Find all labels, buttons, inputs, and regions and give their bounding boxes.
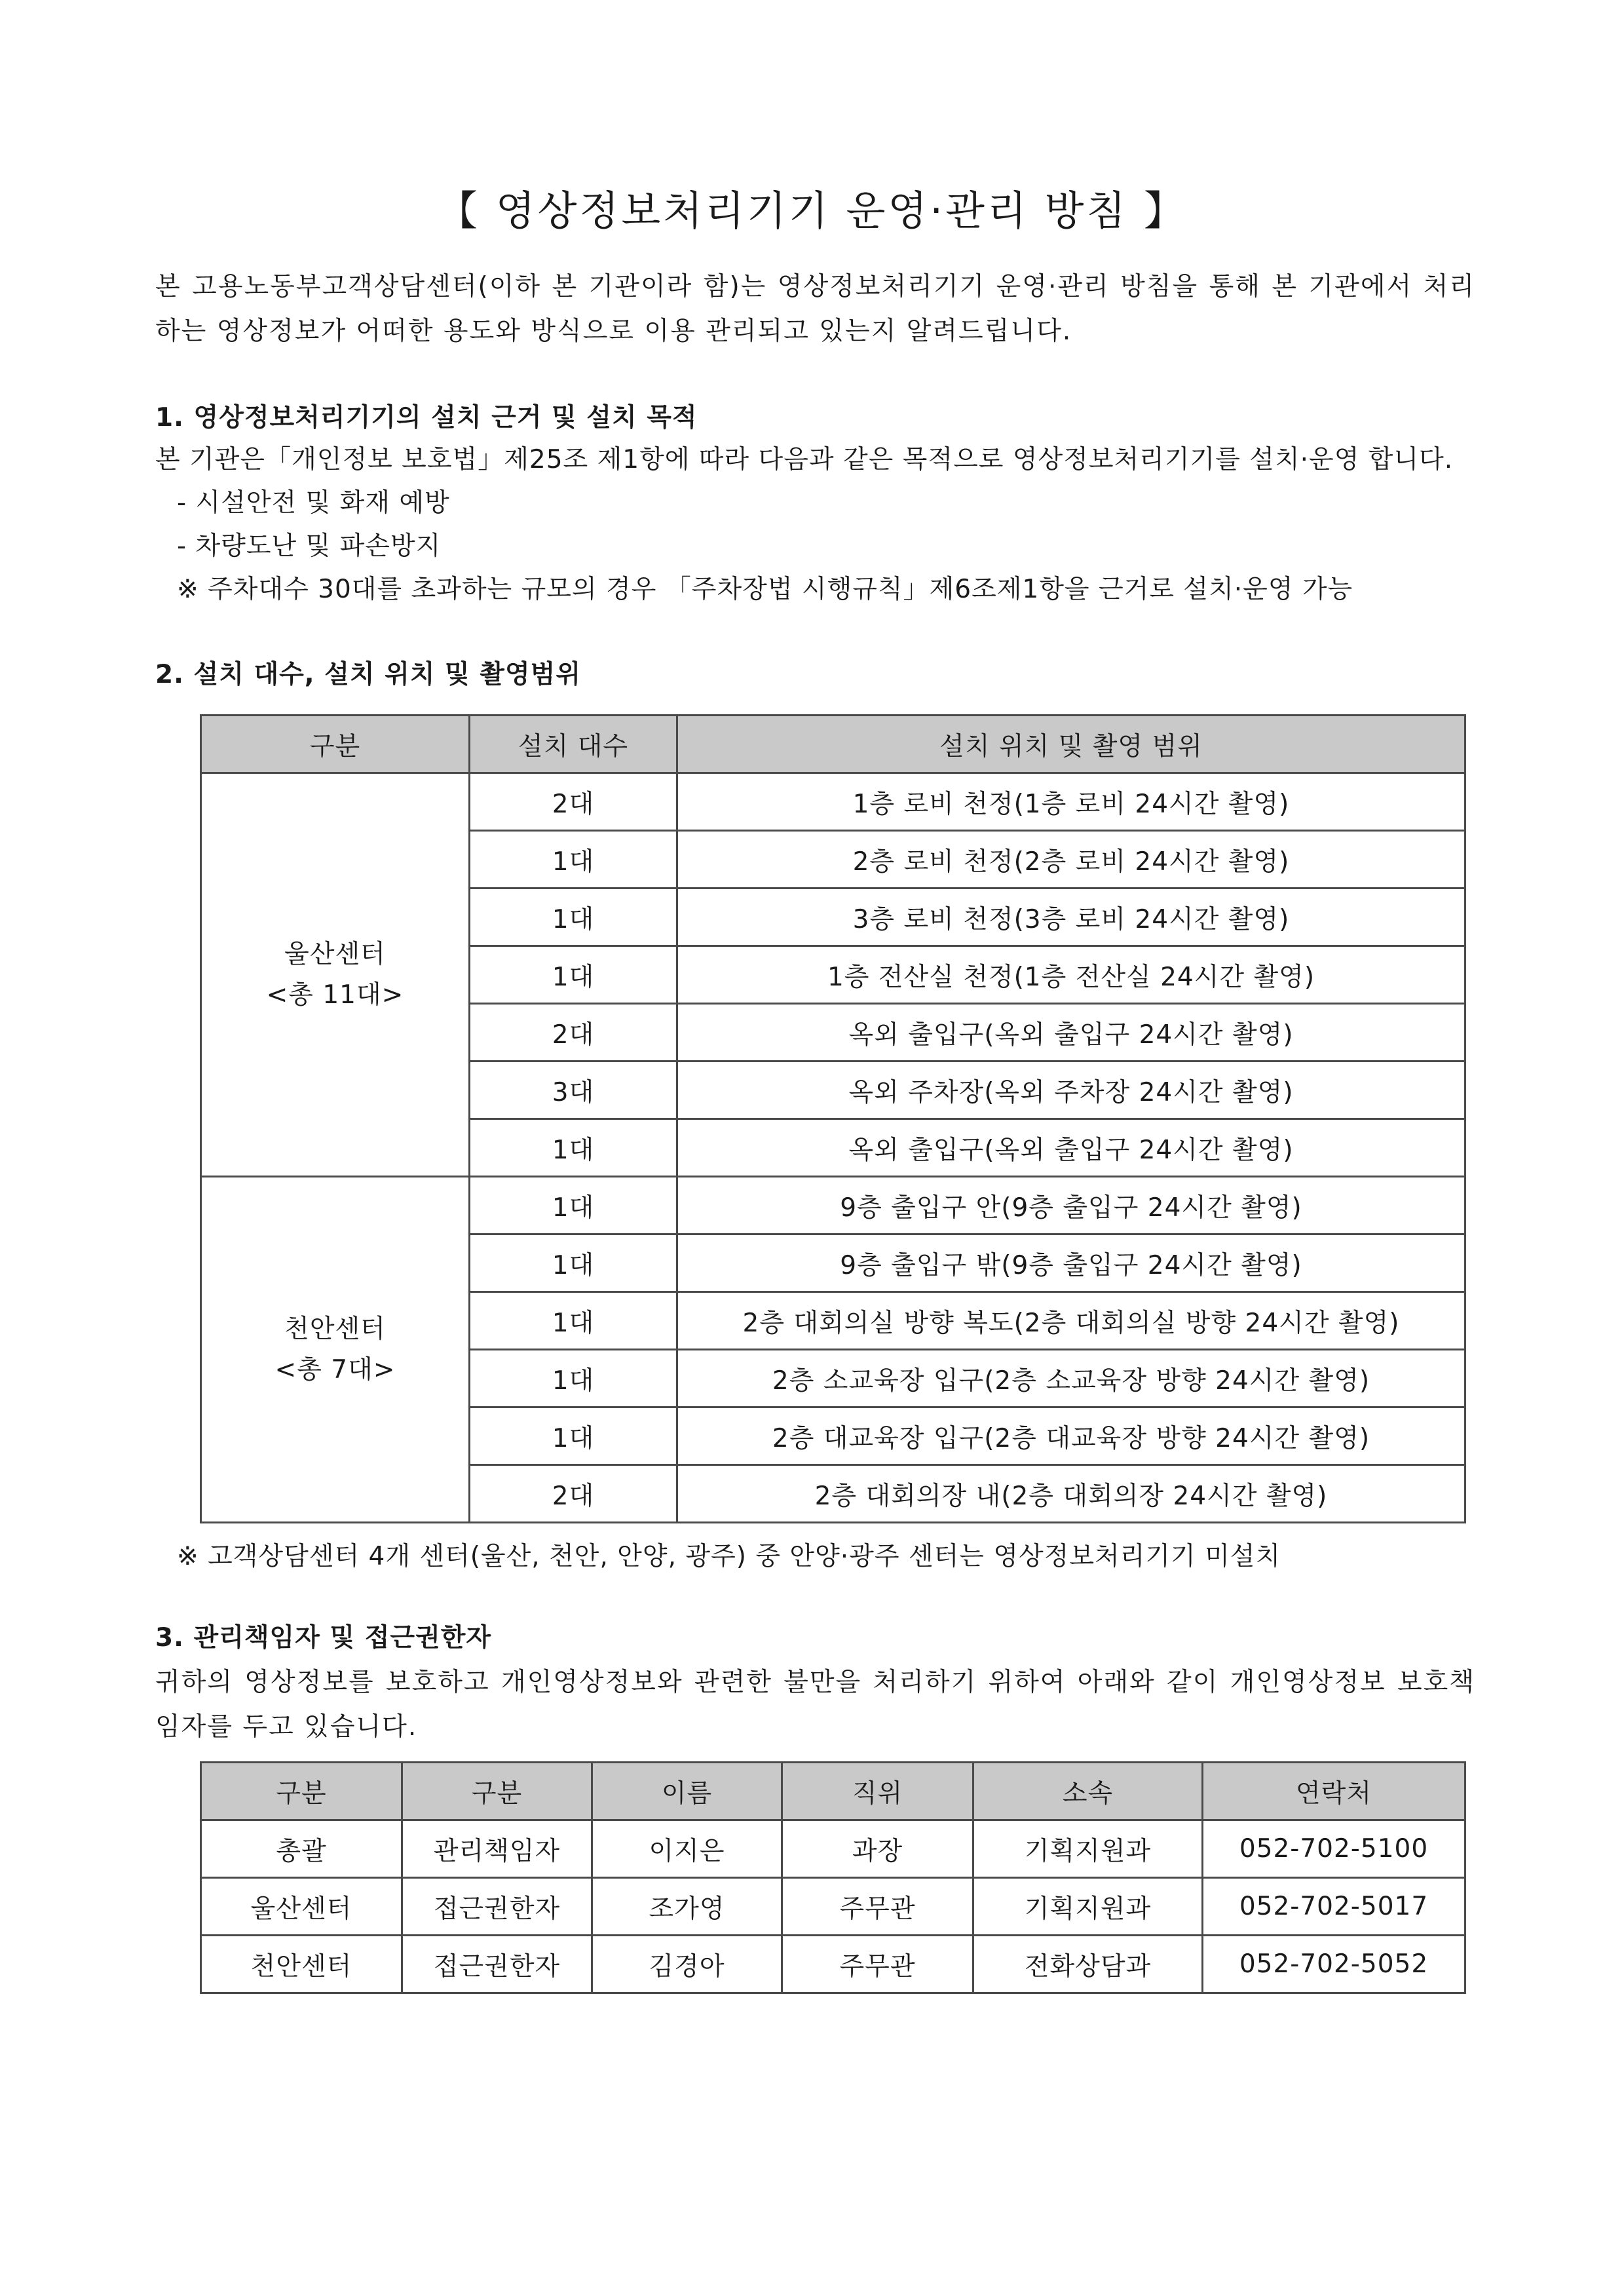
position-cell: 주무관 [782, 1936, 973, 1993]
name-cell: 조가영 [592, 1878, 782, 1936]
cctv-install-table [200, 714, 1466, 1523]
location-cell: 옥외 주차장(옥외 주차장 24시간 촬영) [677, 1062, 1465, 1119]
header-category: 구분 [201, 716, 470, 773]
count-cell: 1대 [470, 1234, 677, 1292]
division-cell: 총괄 [201, 1820, 402, 1878]
header-location: 설치 위치 및 촬영 범위 [677, 716, 1465, 773]
count-cell: 1대 [470, 1119, 677, 1177]
location-cell: 1층 로비 천정(1층 로비 24시간 촬영) [677, 773, 1465, 831]
group-name: 천안센터 [284, 1314, 386, 1344]
intro-paragraph: 본 고용노동부고객상담센터(이하 본 기관이라 함)는 영상정보처리기기 운영·관리 방침을 통해 본 기관에서 처리하는 영상정보가 어떠한 용도와 방식으로 이용 관리되고 있는지 알려드립니다. [155, 272, 1475, 346]
section1-note: ※ 주차대수 30대를 초과하는 규모의 경우 「주차장법 시행규칙」제6조제1항을 근거로 설치·운영 가능 [177, 575, 1353, 604]
location-cell: 1층 전산실 천정(1층 전산실 24시간 촬영) [677, 946, 1465, 1004]
division-cell: 울산센터 [201, 1878, 402, 1936]
count-cell: 1대 [470, 831, 677, 889]
header-count: 설치 대수 [470, 716, 677, 773]
group-cell-ulsan [201, 773, 470, 1177]
location-cell: 2층 대회의장 내(2층 대회의장 24시간 촬영) [677, 1465, 1465, 1523]
table-row [201, 1820, 1465, 1878]
count-cell: 1대 [470, 1177, 677, 1234]
section3-heading: 3. 관리책임자 및 접근권한자 [155, 1623, 492, 1653]
table-row [201, 1878, 1465, 1936]
group-cell-cheonan [201, 1177, 470, 1523]
department-cell: 전화상담과 [973, 1936, 1203, 1993]
role-cell: 접근권한자 [402, 1936, 592, 1993]
location-cell: 옥외 출입구(옥외 출입구 24시간 촬영) [677, 1004, 1465, 1062]
section2-heading: 2. 설치 대수, 설치 위치 및 촬영범위 [155, 660, 581, 689]
contact-cell: 052-702-5052 [1203, 1936, 1465, 1993]
count-cell: 2대 [470, 773, 677, 831]
count-cell: 1대 [470, 1292, 677, 1350]
name-cell: 이지은 [592, 1820, 782, 1878]
location-cell: 2층 대회의실 방향 복도(2층 대회의실 방향 24시간 촬영) [677, 1292, 1465, 1350]
department-cell: 기획지원과 [973, 1820, 1203, 1878]
header-position: 직위 [782, 1763, 973, 1820]
location-cell: 옥외 출입구(옥외 출입구 24시간 촬영) [677, 1119, 1465, 1177]
location-cell: 9층 출입구 안(9층 출입구 24시간 촬영) [677, 1177, 1465, 1234]
location-cell: 2층 소교육장 입구(2층 소교육장 방향 24시간 촬영) [677, 1350, 1465, 1407]
division-cell: 천안센터 [201, 1936, 402, 1993]
group-total: <총 11대> [266, 980, 404, 1010]
position-cell: 주무관 [782, 1878, 973, 1936]
count-cell: 1대 [470, 889, 677, 946]
header-role: 구분 [402, 1763, 592, 1820]
role-cell: 접근권한자 [402, 1878, 592, 1936]
department-cell: 기획지원과 [973, 1878, 1203, 1936]
name-cell: 김경아 [592, 1936, 782, 1993]
header-contact: 연락처 [1203, 1763, 1465, 1820]
contact-cell: 052-702-5100 [1203, 1820, 1465, 1878]
document-title: 【 영상정보처리기기 운영·관리 방침 】 [436, 187, 1188, 235]
contact-cell: 052-702-5017 [1203, 1878, 1465, 1936]
location-cell: 2층 대교육장 입구(2층 대교육장 방향 24시간 촬영) [677, 1407, 1465, 1465]
section1-bullet-2: - 차량도난 및 파손방지 [177, 531, 442, 561]
header-division: 구분 [201, 1763, 402, 1820]
location-cell: 9층 출입구 밖(9층 출입구 24시간 촬영) [677, 1234, 1465, 1292]
location-cell: 3층 로비 천정(3층 로비 24시간 촬영) [677, 889, 1465, 946]
position-cell: 과장 [782, 1820, 973, 1878]
count-cell: 1대 [470, 946, 677, 1004]
manager-table [200, 1761, 1466, 1994]
count-cell: 2대 [470, 1465, 677, 1523]
section1-bullet-1: - 시설안전 및 화재 예방 [177, 488, 450, 518]
group-name: 울산센터 [284, 939, 386, 969]
section2-note: ※ 고객상담센터 4개 센터(울산, 천안, 안양, 광주) 중 안양·광주 센터는 영상정보처리기기 미설치 [177, 1542, 1281, 1571]
section1-heading: 1. 영상정보처리기기의 설치 근거 및 설치 목적 [155, 403, 698, 432]
header-name: 이름 [592, 1763, 782, 1820]
group-total: <총 7대> [274, 1354, 396, 1385]
section1-body: 본 기관은「개인정보 보호법」제25조 제1항에 따라 다음과 같은 목적으로 영상정보처리기기를 설치·운영 합니다. [155, 445, 1454, 474]
location-cell: 2층 로비 천정(2층 로비 24시간 촬영) [677, 831, 1465, 889]
count-cell: 1대 [470, 1350, 677, 1407]
table-row [201, 1177, 1465, 1234]
table-row [201, 1936, 1465, 1993]
count-cell: 1대 [470, 1407, 677, 1465]
table-header-row [201, 1763, 1465, 1820]
count-cell: 2대 [470, 1004, 677, 1062]
table-header-row [201, 716, 1465, 773]
header-department: 소속 [973, 1763, 1203, 1820]
count-cell: 3대 [470, 1062, 677, 1119]
role-cell: 관리책임자 [402, 1820, 592, 1878]
section3-body: 귀하의 영상정보를 보호하고 개인영상정보와 관련한 불만을 처리하기 위하여 아래와 같이 개인영상정보 보호책임자를 두고 있습니다. [155, 1668, 1475, 1742]
table-row [201, 773, 1465, 831]
